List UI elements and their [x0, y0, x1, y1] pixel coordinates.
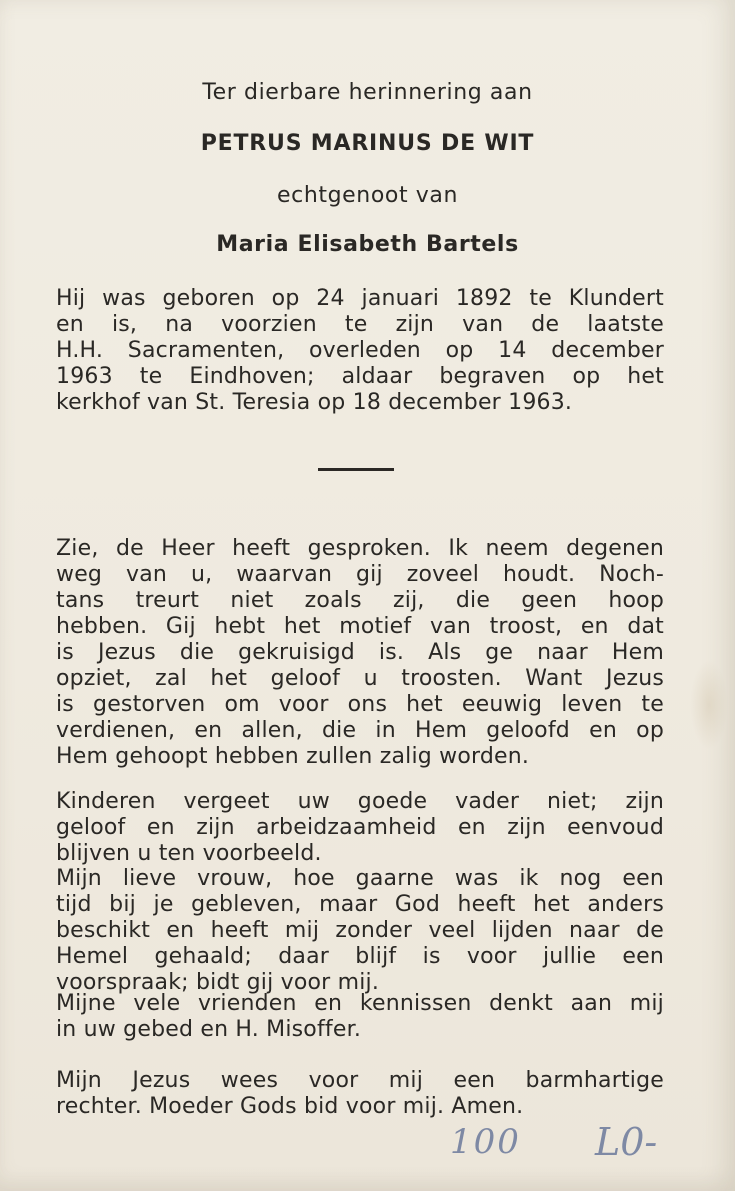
wife-line: Mijn lieve vrouw, hoe gaarne was ik nog een [56, 866, 664, 891]
scripture-line: Zie, de Heer heeft gesproken. Ik neem degenen [56, 536, 664, 561]
paper-stain [690, 660, 728, 750]
biography-line: 1963 te Eindhoven; aldaar begraven op het [56, 364, 664, 389]
children-line: Kinderen vergeet uw goede vader niet; zijn [56, 789, 664, 814]
scripture-line: is gestorven om voor ons het eeuwig leven te [56, 692, 664, 717]
friends-line: in uw gebed en H. Misoffer. [56, 1017, 362, 1042]
biography-line: H.H. Sacramenten, overleden op 14 december [56, 338, 664, 363]
wife-paragraph [56, 866, 664, 996]
biography-line: kerkhof van St. Teresia op 18 december 1963. [56, 390, 573, 415]
scripture-line: verdienen, en allen, die in Hem geloofd en op [56, 718, 664, 743]
deceased-name: PETRUS MARINUS DE WIT [200, 131, 535, 156]
wife-line: beschikt en heeft mij zonder veel lijden naar de [56, 918, 664, 943]
scripture-line: is Jezus die gekruisigd is. Als ge naar Hem [56, 640, 664, 665]
spouse-intro: echtgenoot van [276, 183, 459, 208]
biography-paragraph [56, 286, 664, 416]
friends-line: Mijne vele vrienden en kennissen denkt aan mij [56, 991, 664, 1016]
scripture-line: hebben. Gij hebt het motief van troost, en dat [56, 614, 664, 639]
scripture-line: Hem gehoopt hebben zullen zalig worden. [56, 744, 530, 769]
pencil-code-note: L0- [595, 1120, 658, 1164]
wife-line: Hemel gehaald; daar blijf is voor jullie een [56, 944, 664, 969]
pencil-price-note: 100 [450, 1122, 521, 1162]
children-line: geloof en zijn arbeidzaamheid en zijn eenvoud [56, 815, 664, 840]
children-paragraph [56, 789, 664, 867]
biography-line: Hij was geboren op 24 januari 1892 te Klundert [56, 286, 664, 311]
prayer-line: Mijn Jezus wees voor mij een barmhartige [56, 1068, 664, 1093]
spouse-name: Maria Elisabeth Bartels [216, 232, 519, 257]
friends-paragraph [56, 991, 664, 1043]
intro-line: Ter dierbare herinnering aan [202, 80, 533, 105]
wife-line: tijd bij je gebleven, maar God heeft het anders [56, 892, 664, 917]
children-line: blijven u ten voorbeeld. [56, 841, 322, 866]
scripture-line: opziet, zal het geloof u troosten. Want Jezus [56, 666, 664, 691]
wife-line: voorspraak; bidt gij voor mij. [56, 970, 380, 995]
scripture-line: tans treurt niet zoals zij, die geen hoop [56, 588, 664, 613]
biography-line: en is, na voorzien te zijn van de laatste [56, 312, 664, 337]
prayer-paragraph [56, 1068, 664, 1120]
scripture-line: weg van u, waarvan gij zoveel houdt. Noch- [56, 562, 664, 587]
prayer-line: rechter. Moeder Gods bid voor mij. Amen. [56, 1094, 524, 1119]
scripture-paragraph [56, 536, 664, 770]
divider-rule [318, 468, 394, 471]
